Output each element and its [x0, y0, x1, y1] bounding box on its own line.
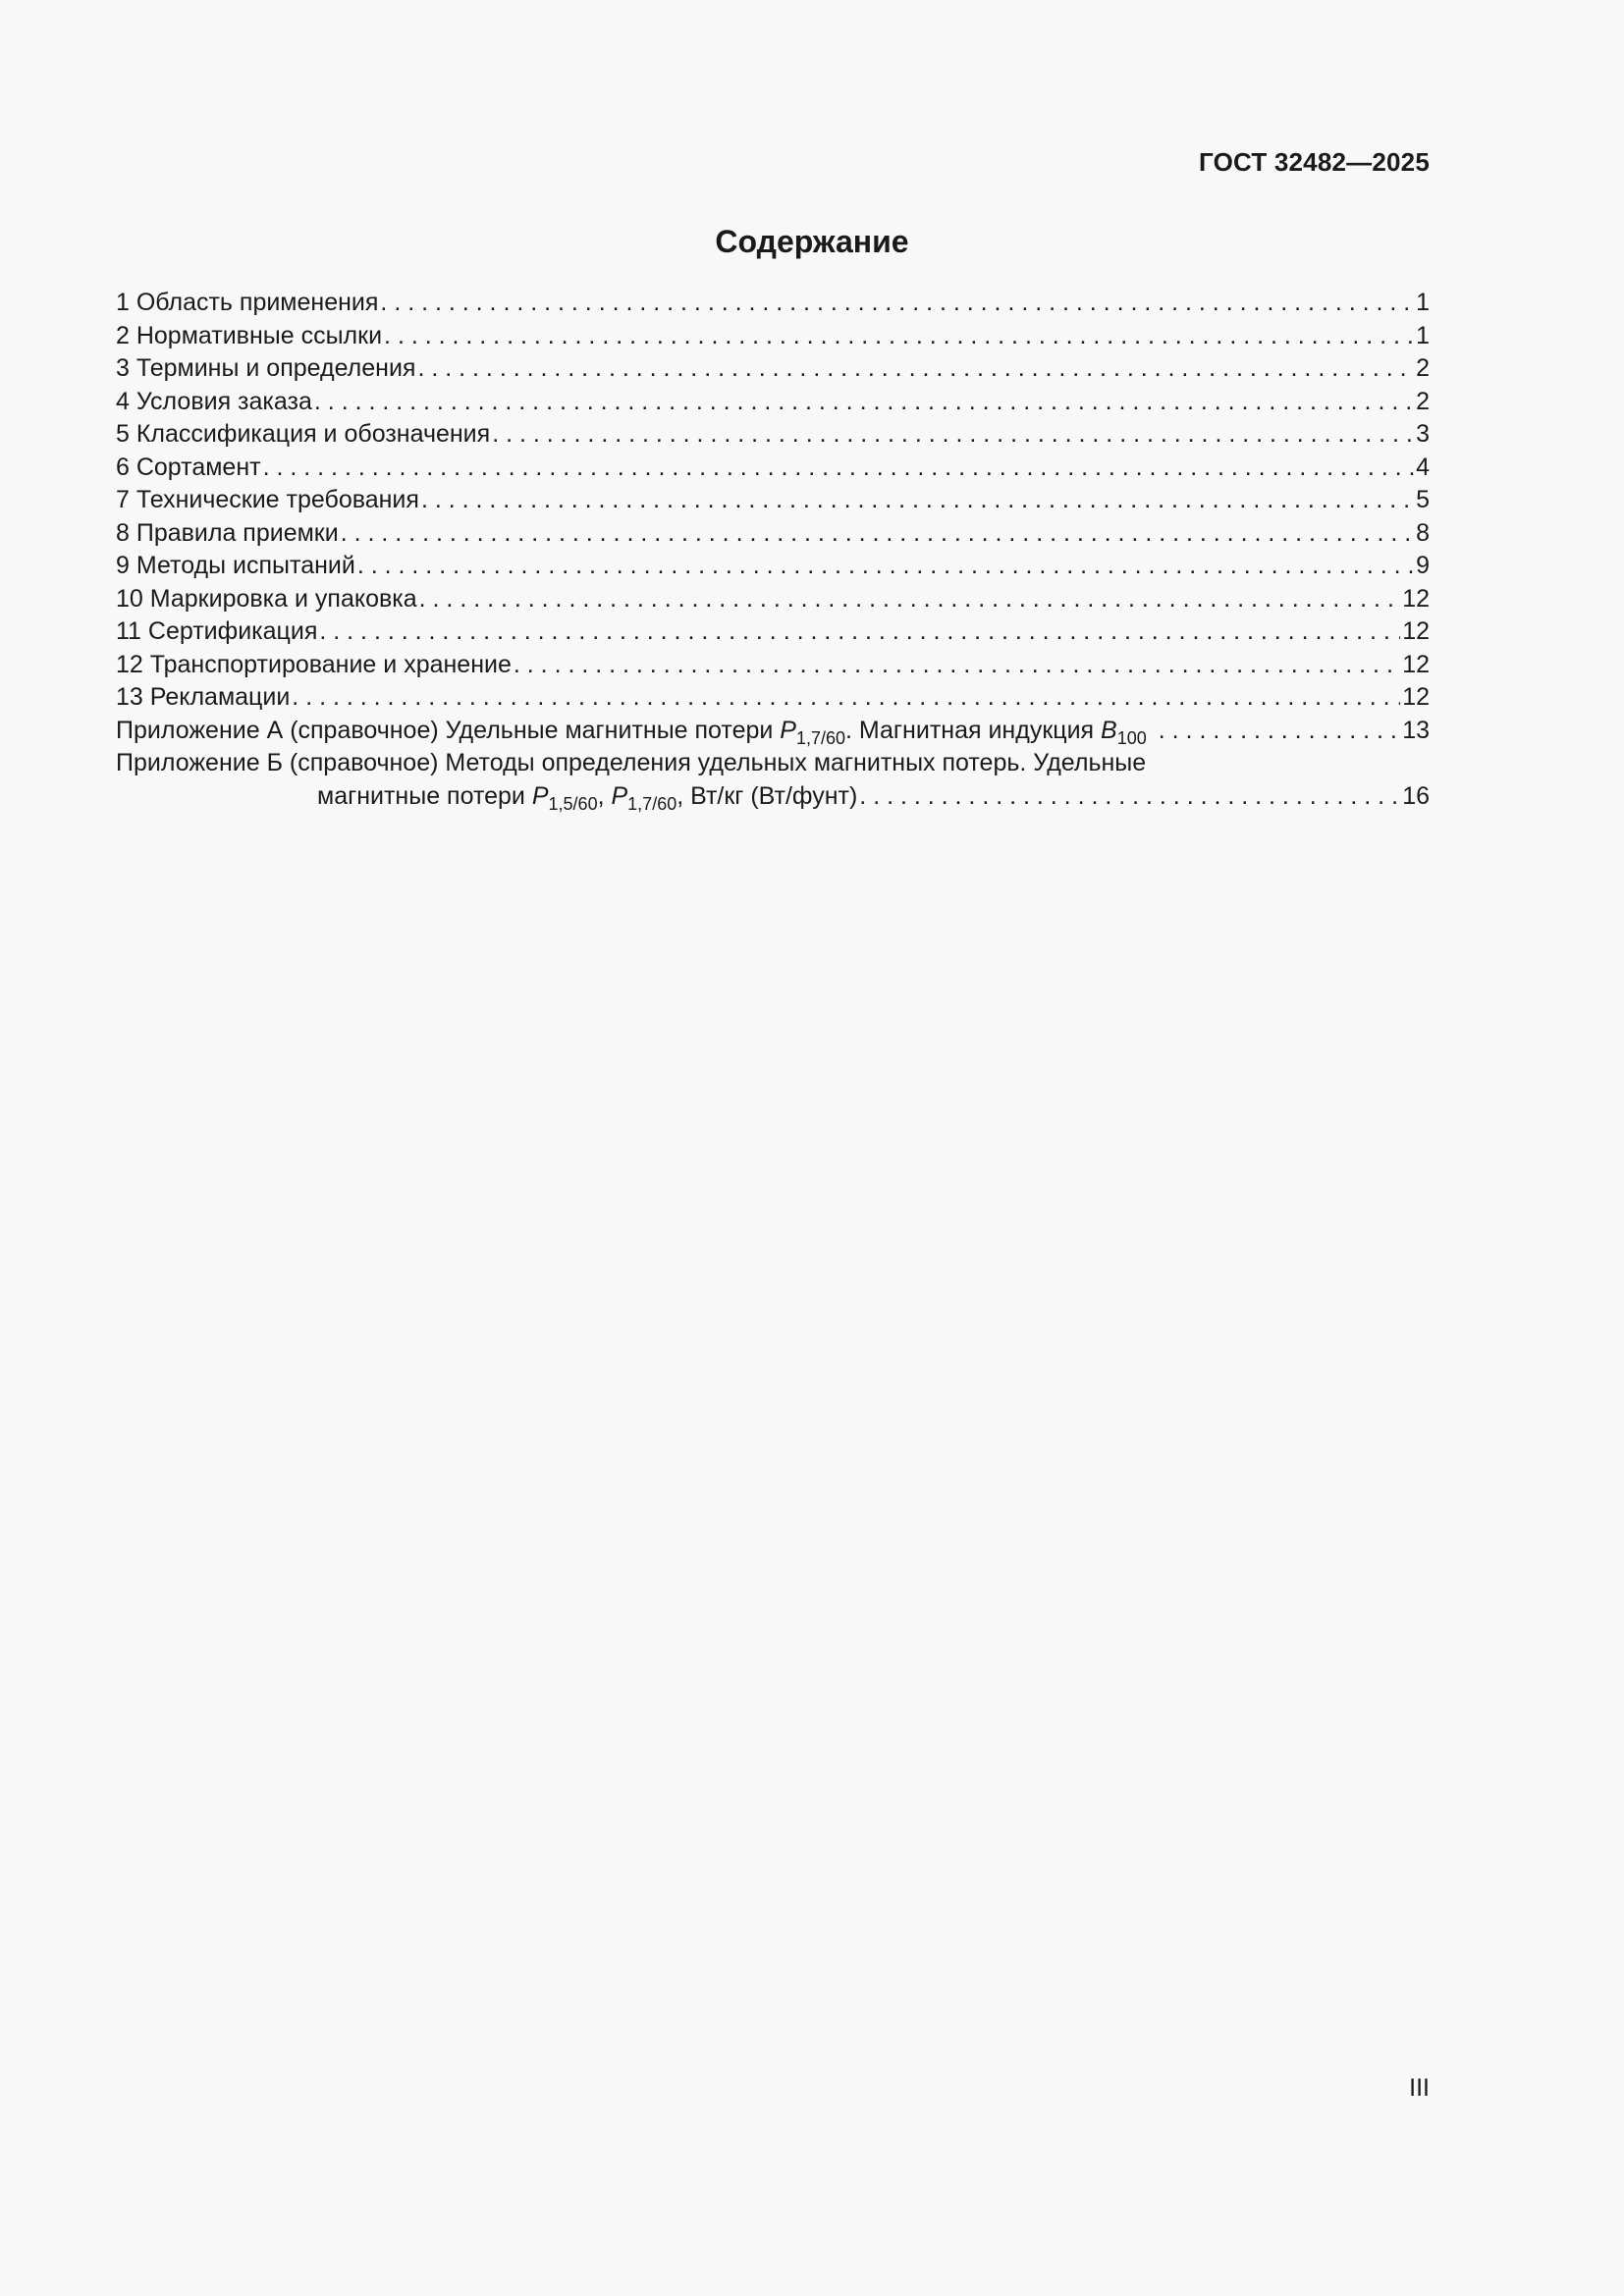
appendix-b-p2-symbol: P: [611, 781, 628, 810]
toc-entry-label: 10 Маркировка и упаковка: [116, 584, 417, 613]
toc-entry-page: 4: [1416, 453, 1430, 481]
appendix-a-middle: . Магнитная индукция: [845, 716, 1102, 744]
toc-entry[interactable]: [116, 352, 1430, 386]
toc-entry-label: 11 Сертификация: [116, 617, 318, 645]
toc-dot-leader: [417, 352, 1414, 386]
appendix-b-line2-suffix: , Вт/кг (Вт/фунт): [677, 781, 858, 810]
toc-entry-page: 2: [1416, 354, 1430, 382]
toc-entry-page: 16: [1402, 781, 1430, 810]
toc-dot-leader: [292, 681, 1400, 715]
toc-entry-page: 3: [1416, 420, 1430, 448]
document-code: ГОСТ 32482—2025: [1199, 147, 1430, 177]
toc-dot-leader: [859, 780, 1400, 814]
toc-entry-page: 1: [1416, 289, 1430, 316]
toc-entry[interactable]: [116, 418, 1430, 452]
toc-dot-leader: [1159, 715, 1400, 748]
toc-entry-page: 9: [1416, 552, 1430, 579]
appendix-b-p2-subscript: 1,7/60: [627, 793, 677, 814]
toc-entry-label: [116, 715, 1147, 748]
appendix-b-separator: ,: [597, 781, 612, 810]
toc-dot-leader: [514, 649, 1400, 682]
toc-entry-page: 1: [1416, 321, 1430, 349]
toc-dot-leader: [421, 484, 1414, 517]
toc-dot-leader: [314, 386, 1414, 419]
toc-entry[interactable]: [116, 386, 1430, 419]
toc-entry-appendix-a[interactable]: [116, 715, 1430, 748]
toc-dot-leader: [263, 452, 1415, 485]
toc-entry[interactable]: [116, 649, 1430, 682]
toc-entry-label: 9 Методы испытаний: [116, 552, 355, 579]
toc-entry-label: 3 Термины и определения: [116, 354, 416, 382]
toc-entry[interactable]: [116, 484, 1430, 517]
toc-entry-page: 13: [1402, 716, 1430, 744]
appendix-a-b-symbol: B: [1101, 716, 1117, 744]
toc-entry[interactable]: [116, 287, 1430, 320]
toc-dot-leader: [357, 550, 1414, 583]
toc-entry-appendix-b-line2[interactable]: [116, 780, 1430, 814]
toc-entry-page: 5: [1416, 486, 1430, 513]
appendix-b-p1-symbol: P: [531, 781, 549, 810]
toc-entry[interactable]: [116, 550, 1430, 583]
appendix-a-prefix: Приложение А (справочное) Удельные магнитные потери: [116, 716, 781, 744]
appendix-b-p1-subscript: 1,5/60: [548, 793, 598, 814]
toc-entry-label: [317, 780, 857, 814]
toc-dot-leader: [419, 583, 1401, 616]
toc-entry-label: 7 Технические требования: [116, 486, 419, 513]
appendix-b-line2-prefix: магнитные потери: [317, 781, 532, 810]
toc-entry[interactable]: [116, 583, 1430, 616]
toc-dot-leader: [384, 320, 1414, 353]
toc-dot-leader: [492, 418, 1414, 452]
toc-entry-label: 13 Рекламации: [116, 683, 291, 711]
toc-entry[interactable]: [116, 615, 1430, 649]
toc-entry-appendix-b-line1[interactable]: Приложение Б (справочное) Методы определения удельных магнитных потерь. Удельные: [116, 749, 1147, 776]
page-number: III: [1409, 2074, 1430, 2102]
toc-dot-leader: [319, 615, 1400, 649]
toc-entry[interactable]: [116, 681, 1430, 715]
toc-entry-label: 12 Транспортирование и хранение: [116, 650, 512, 678]
toc-entry[interactable]: [116, 320, 1430, 353]
appendix-a-p-subscript: 1,7/60: [795, 727, 846, 748]
toc-entry-page: 12: [1402, 617, 1430, 645]
toc-entry-page: 12: [1402, 650, 1430, 678]
toc-entry-label: 1 Область применения: [116, 289, 379, 316]
toc-entry-label: 8 Правила приемки: [116, 518, 339, 547]
toc-entry-page: 12: [1402, 683, 1430, 711]
appendix-a-p-symbol: P: [780, 716, 796, 744]
toc-title: Содержание: [715, 224, 909, 259]
toc-dot-leader: [341, 517, 1414, 551]
toc-entry-label: 5 Классификация и обозначения: [116, 420, 491, 448]
toc-entry-page: 2: [1416, 387, 1430, 415]
toc-entry[interactable]: [116, 452, 1430, 485]
toc-entry-page: 8: [1416, 518, 1430, 547]
toc-entry-page: 12: [1402, 584, 1430, 613]
appendix-a-b-subscript: 100: [1116, 727, 1147, 748]
toc-entry-label: 6 Сортамент: [116, 453, 261, 481]
table-of-contents: [116, 287, 1430, 813]
toc-entry-label: 4 Условия заказа: [116, 387, 312, 415]
toc-entry[interactable]: [116, 517, 1430, 551]
toc-entry-label: 2 Нормативные ссылки: [116, 321, 383, 349]
toc-dot-leader: [380, 287, 1414, 320]
